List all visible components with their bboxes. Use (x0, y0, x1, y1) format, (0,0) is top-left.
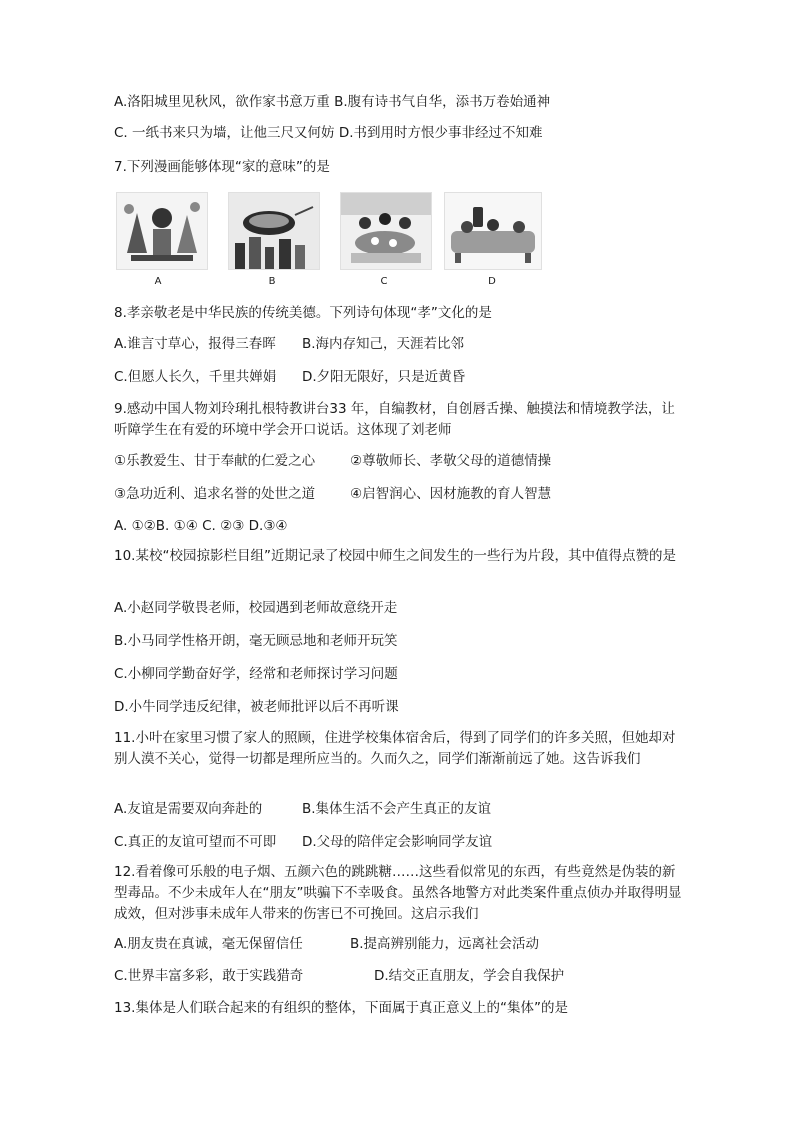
q7-label-d: D (488, 276, 496, 287)
q12-stem: 12.看着像可乐般的电子烟、五颜六色的跳跳糖……这些看似常见的东西，有些竟然是伪装的新型毒品。不少未成年人在“朋友”哄骗下不幸吸食。虽然各地警方对此类案件重点侦办并取得明显成效，但对涉事未成年人带来的伤害已不可挽回。这启示我们 (114, 864, 682, 922)
q7-cartoon-c (340, 192, 432, 270)
q10-option-b: B.小马同学性格开朗，毫无顾忌地和老师开玩笑 (114, 633, 398, 649)
q10-stem: 10.某校“校园掠影栏目组”近期记录了校园中师生之间发生的一些行为片段，其中值得点赞的是 (114, 548, 676, 564)
q8-option-c: C.但愿人长久，千里共婵娟 (114, 369, 277, 385)
q6-option-b: B.腹有诗书气自华，添书万卷始通神 (334, 94, 551, 110)
q6-option-c: C. 一纸书来只为墙，让他三尺又何妨 (114, 125, 335, 141)
q7-cartoon-b (228, 192, 320, 270)
q10-option-a: A.小赵同学敬畏老师，校园遇到老师故意绕开走 (114, 600, 398, 616)
q11-option-c: C.真正的友谊可望而不可即 (114, 834, 277, 850)
q7-cartoon-a (116, 192, 208, 270)
q9-stem: 9.感动中国人物刘玲琍扎根特教讲台33 年，自编教材，自创唇舌操、触摸法和情境教学法，让听障学生在有爱的环境中学会开口说话。这体现了刘老师 (114, 401, 675, 438)
q8-option-a: A.谁言寸草心，报得三春晖 (114, 336, 276, 352)
q13-stem: 13.集体是人们联合起来的有组织的整体，下面属于真正意义上的“集体”的是 (114, 1000, 568, 1016)
q6-options-row1 (114, 92, 550, 112)
q7-cartoon-d (444, 192, 542, 270)
q7-label-b: B (268, 276, 276, 287)
q11-stem: 11.小叶在家里习惯了家人的照顾，住进学校集体宿舍后，得到了同学们的许多关照，但她却对别人漠不关心，觉得一切都是理所应当的。久而久之，同学们渐渐前远了她。这告诉我们 (114, 730, 676, 767)
q10-option-d: D.小牛同学违反纪律，被老师批评以后不再听课 (114, 699, 399, 715)
q9-statement-2: ②尊敬师长、孝敬父母的道德情操 (350, 453, 552, 469)
q7-label-c: C (380, 276, 388, 287)
q11-option-d: D.父母的陪伴定会影响同学友谊 (302, 834, 493, 850)
q12-option-b: B.提高辨别能力，远离社会活动 (350, 936, 540, 952)
q10-option-c: C.小柳同学勤奋好学，经常和老师探讨学习问题 (114, 666, 398, 682)
q6-option-d: D.书到用时方恨少事非经过不知难 (338, 125, 543, 141)
q12-option-c: C.世界丰富多彩，敢于实践猎奇 (114, 968, 304, 984)
q6-options-row2 (114, 123, 543, 143)
q9-statement-1: ①乐教爱生、甘于奉献的仁爱之心 (114, 453, 316, 469)
q6-option-a: A.洛阳城里见秋风，欲作家书意万重 (114, 94, 330, 110)
q12-option-d: D.结交正直朋友，学会自我保护 (374, 968, 565, 984)
q11-option-b: B.集体生活不会产生真正的友谊 (302, 801, 492, 817)
q9-answer-options: A. ①②B. ①④ C. ②③ D.③④ (114, 518, 288, 534)
q11-option-a: A.友谊是需要双向奔赴的 (114, 801, 263, 817)
q8-option-b: B.海内存知己，天涯若比邻 (302, 336, 465, 352)
q8-option-d: D.夕阳无限好，只是近黄昏 (302, 369, 466, 385)
q8-stem: 8.孝亲敬老是中华民族的传统美德。下列诗句体现“孝”文化的是 (114, 305, 492, 321)
q9-statement-4: ④启智润心、因材施教的育人智慧 (350, 486, 552, 502)
q7-label-a: A (154, 276, 162, 287)
q9-statement-3: ③急功近利、追求名誉的处世之道 (114, 486, 316, 502)
q12-option-a: A.朋友贵在真诚，毫无保留信任 (114, 936, 303, 952)
q7-stem: 7.下列漫画能够体现“家的意味”的是 (114, 159, 330, 175)
